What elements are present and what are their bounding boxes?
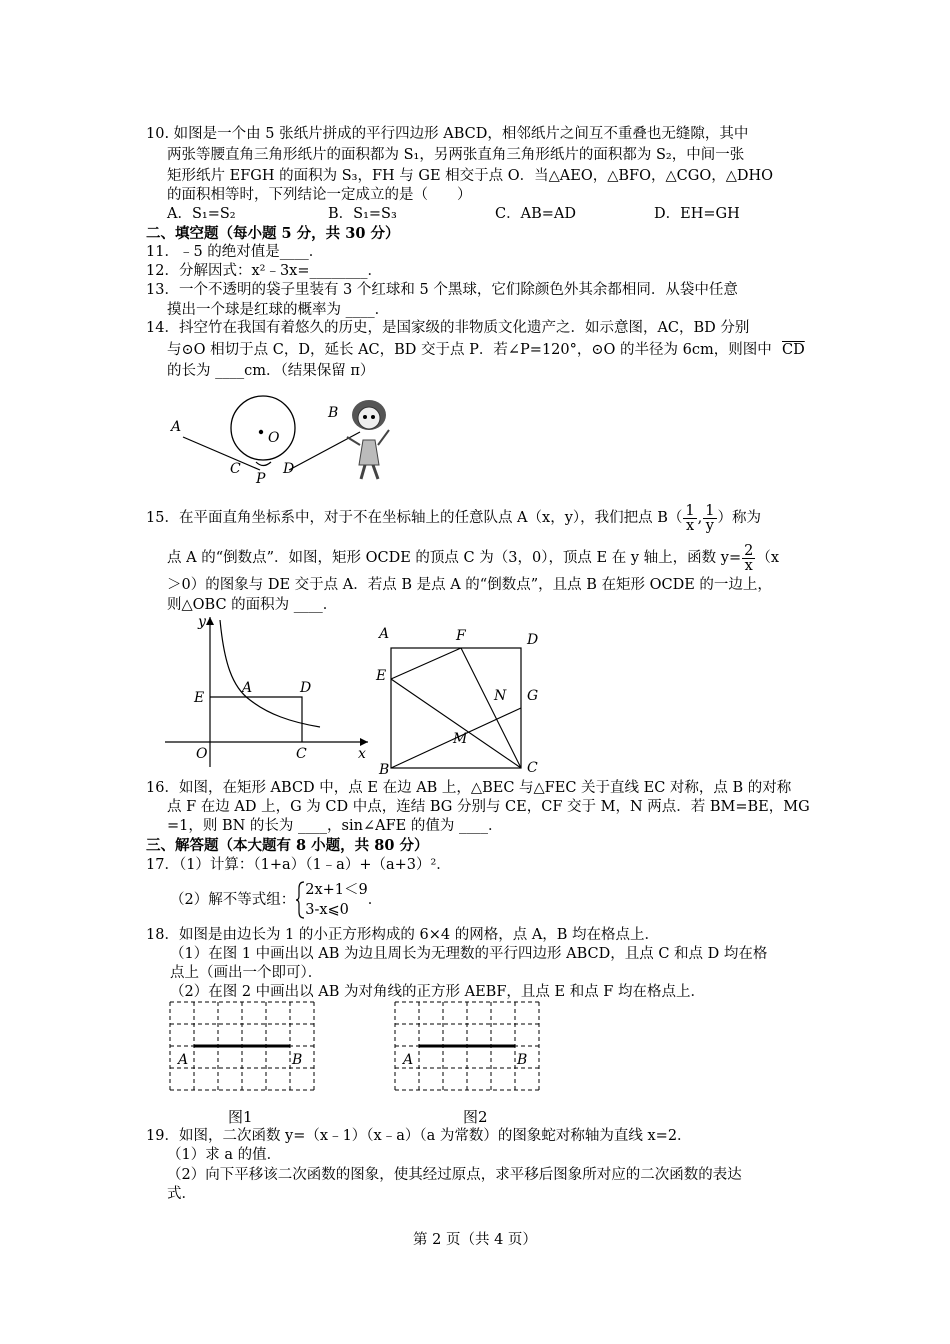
q15-graph xyxy=(160,612,375,772)
q18-line3: 点上（画出一个即可）． xyxy=(170,965,323,981)
label-a-2: A xyxy=(403,1052,414,1068)
label-f: F xyxy=(456,628,466,644)
tangent-line-ac xyxy=(183,437,260,470)
q15-line2a: 点 A 的“倒数点”．如图，矩形 OCDE 的顶点 C 为（3，0），顶点 E 在 y 轴上，函数 y= xyxy=(167,550,742,566)
q14-line2: 与⊙O 相切于点 C，D，延长 AC，BD 交于点 P．若∠P=120°，⊙O 的半径为 6cm，则图中 xyxy=(167,342,772,358)
grid-figure-2 xyxy=(393,1000,543,1125)
q13-line2: 摸出一个球是红球的概率为 ____． xyxy=(167,302,390,318)
q14-line1: 14．抖空竹在我国有着悠久的历史，是国家级的非物质文化遗产之．如示意图，AC，BD 分别 xyxy=(146,320,750,336)
q10-line3: 矩形纸片 EFGH 的面积为 S₃，FH 与 GE 相交于点 O．当△AEO，△BFO，△CGO，△DHO xyxy=(167,168,774,184)
q16-figure xyxy=(373,622,548,777)
label-a-1: A xyxy=(178,1052,189,1068)
q19-line4: 式． xyxy=(167,1186,196,1202)
label-a: A xyxy=(379,626,390,642)
label-o: O xyxy=(268,430,280,446)
x-axis-arrow xyxy=(360,738,368,746)
label-b: B xyxy=(379,762,390,777)
q10-option-a: A．S₁=S₂ xyxy=(167,206,236,222)
fraction-1-over-y xyxy=(703,504,716,533)
brace-icon xyxy=(295,880,305,920)
label-a: A xyxy=(242,680,253,696)
q15-line4: 则△OBC 的面积为 ____． xyxy=(167,597,338,613)
label-y: y xyxy=(198,614,206,630)
q14-line3: 的长为 ____cm．（结果保留 π） xyxy=(167,363,375,379)
inequality-system xyxy=(305,880,368,920)
frac3-den: x xyxy=(744,557,753,574)
inequality-1: 2x+1＜9 xyxy=(305,882,368,898)
grid-figure-1 xyxy=(168,1000,318,1125)
q13-line1: 13．一个不透明的袋子里装有 3 个红球和 5 个黑球，它们除颜色外其余都相同．从袋中任意 xyxy=(146,282,738,298)
q19-line1: 19．如图，二次函数 y=（x﹣1）（x﹣a）（a 为常数）的图象蛇对称轴为直线 x=2． xyxy=(146,1128,692,1144)
label-d: D xyxy=(300,680,312,696)
fig2-caption: 图2 xyxy=(463,1108,488,1125)
page-footer: 第 2 页（共 4 页） xyxy=(413,1232,537,1248)
label-n: N xyxy=(494,688,507,704)
frac3-num: 2 xyxy=(744,542,754,559)
q19-line2: （1）求 a 的值． xyxy=(167,1147,282,1163)
q15-line1a: 15．在平面直角坐标系中，对于不在坐标轴上的任意队点 A（x，y），我们把点 B（ xyxy=(146,510,683,526)
label-e: E xyxy=(376,668,387,684)
circle-o xyxy=(231,396,295,460)
q14-arc-label: $\overline{CD}$ xyxy=(782,342,805,358)
section-2-heading: 二、填空题（每小题 5 分，共 30 分） xyxy=(146,225,400,242)
q16-line1: 16．如图，在矩形 ABCD 中，点 E 在边 AB 上，△BEC 与△FEC 关于直线 EC 对称，点 B 的对称 xyxy=(146,780,792,796)
label-c: C xyxy=(296,746,307,762)
label-b-1: B xyxy=(292,1052,303,1068)
frac1-den: x xyxy=(685,517,695,534)
q11: 11．﹣5 的绝对值是____． xyxy=(146,244,324,260)
q10-line2: 两张等腰直角三角形纸片的面积都为 S₁，另两张直角三角形纸片的面积都为 S₂，中间一张 xyxy=(167,147,745,163)
q15-line2b: （x xyxy=(756,550,780,566)
q15-line3: ＞0）的图象与 DE 交于点 A．若点 B 是点 A 的“倒数点”，且点 B 在矩形 OCDE 的一边上， xyxy=(167,577,772,593)
frac2-num: 1 xyxy=(705,502,715,519)
label-c: C xyxy=(230,461,241,477)
q15-line1: 15．在平面直角坐标系中，对于不在坐标轴上的任意队点 A（x，y），我们把点 B（ $\frac{1}{x}$ , $\frac{1}{y}$ ）称为 xyxy=(146,502,761,534)
segment-fc xyxy=(461,648,521,768)
label-x: x xyxy=(358,746,366,762)
q16-line3: =1，则 BN 的长为 ____，sin∠AFE 的值为 ____． xyxy=(167,818,503,834)
q10-option-b: B．S₁=S₃ xyxy=(328,206,397,222)
label-e: E xyxy=(194,690,205,706)
label-c: C xyxy=(527,760,538,776)
q10-option-c: C．AB=AD xyxy=(495,206,576,222)
rectangle-abcd xyxy=(391,648,521,768)
label-o: O xyxy=(196,746,208,762)
q10-line4: 的面积相等时，下列结论一定成立的是（ ） xyxy=(167,187,472,203)
q17-line1: 17．（1）计算：（1+a）（1﹣a）+（a+3）²． xyxy=(146,857,451,873)
center-dot xyxy=(259,430,263,434)
q18-line2: （1）在图 1 中画出以 AB 为边且周长为无理数的平行四边形 ABCD，且点 C 和点 D 均在格 xyxy=(170,946,768,962)
label-p: P xyxy=(256,471,266,485)
fraction-1-over-x xyxy=(683,504,696,533)
q17-line2-text: （2）解不等式组： xyxy=(170,892,296,908)
q16-line2: 点 F 在边 AD 上，G 为 CD 中点，连结 BG 分别与 CE，CF 交于 M，N 两点．若 BM=BE，MG xyxy=(167,799,810,815)
label-b-2: B xyxy=(517,1052,528,1068)
segment-fe xyxy=(391,648,461,679)
q19-line3: （2）向下平移该二次函数的图象，使其经过原点，求平移后图象所对应的二次函数的表达 xyxy=(167,1167,742,1183)
q17-line2 xyxy=(170,878,382,922)
q15-line2 xyxy=(167,543,779,573)
q17-end: ． xyxy=(367,892,383,908)
q12: 12．分解因式：x²﹣3x=________． xyxy=(146,263,382,279)
inequality-2: 3-x⩽0 xyxy=(305,902,349,918)
label-g: G xyxy=(527,688,539,704)
q14-figure xyxy=(165,385,400,485)
q15-line1b: ）称为 xyxy=(717,510,761,526)
q18-line4: （2）在图 2 中画出以 AB 为对角线的正方形 AEBF，且点 E 和点 F 均在格点上． xyxy=(170,984,705,1000)
label-m: M xyxy=(453,731,468,747)
label-d: D xyxy=(527,632,539,648)
q10-line1: 10. 如图是一个由 5 张纸片拼成的平行四边形 ABCD，相邻纸片之间互不重叠也无缝隙，其中 xyxy=(146,126,749,142)
frac1-num: 1 xyxy=(685,502,695,519)
section-3-heading: 三、解答题（本大题有 8 小题，共 80 分） xyxy=(146,837,429,854)
cartoon-child-illustration xyxy=(347,400,389,479)
hyperbola-curve xyxy=(220,620,320,727)
label-b: B xyxy=(328,405,339,421)
q10-option-d: D．EH=GH xyxy=(654,206,740,222)
q18-line1: 18．如图是由边长为 1 的小正方形构成的 6×4 的网格，点 A，B 均在格点上． xyxy=(146,927,660,943)
fraction-2-over-x xyxy=(742,544,755,573)
label-d: D xyxy=(283,461,295,477)
frac2-den: y xyxy=(705,517,714,534)
y-axis-arrow xyxy=(206,617,214,625)
spool-arc xyxy=(256,462,271,466)
fig1-caption: 图1 xyxy=(228,1108,253,1125)
label-a: A xyxy=(171,419,182,435)
